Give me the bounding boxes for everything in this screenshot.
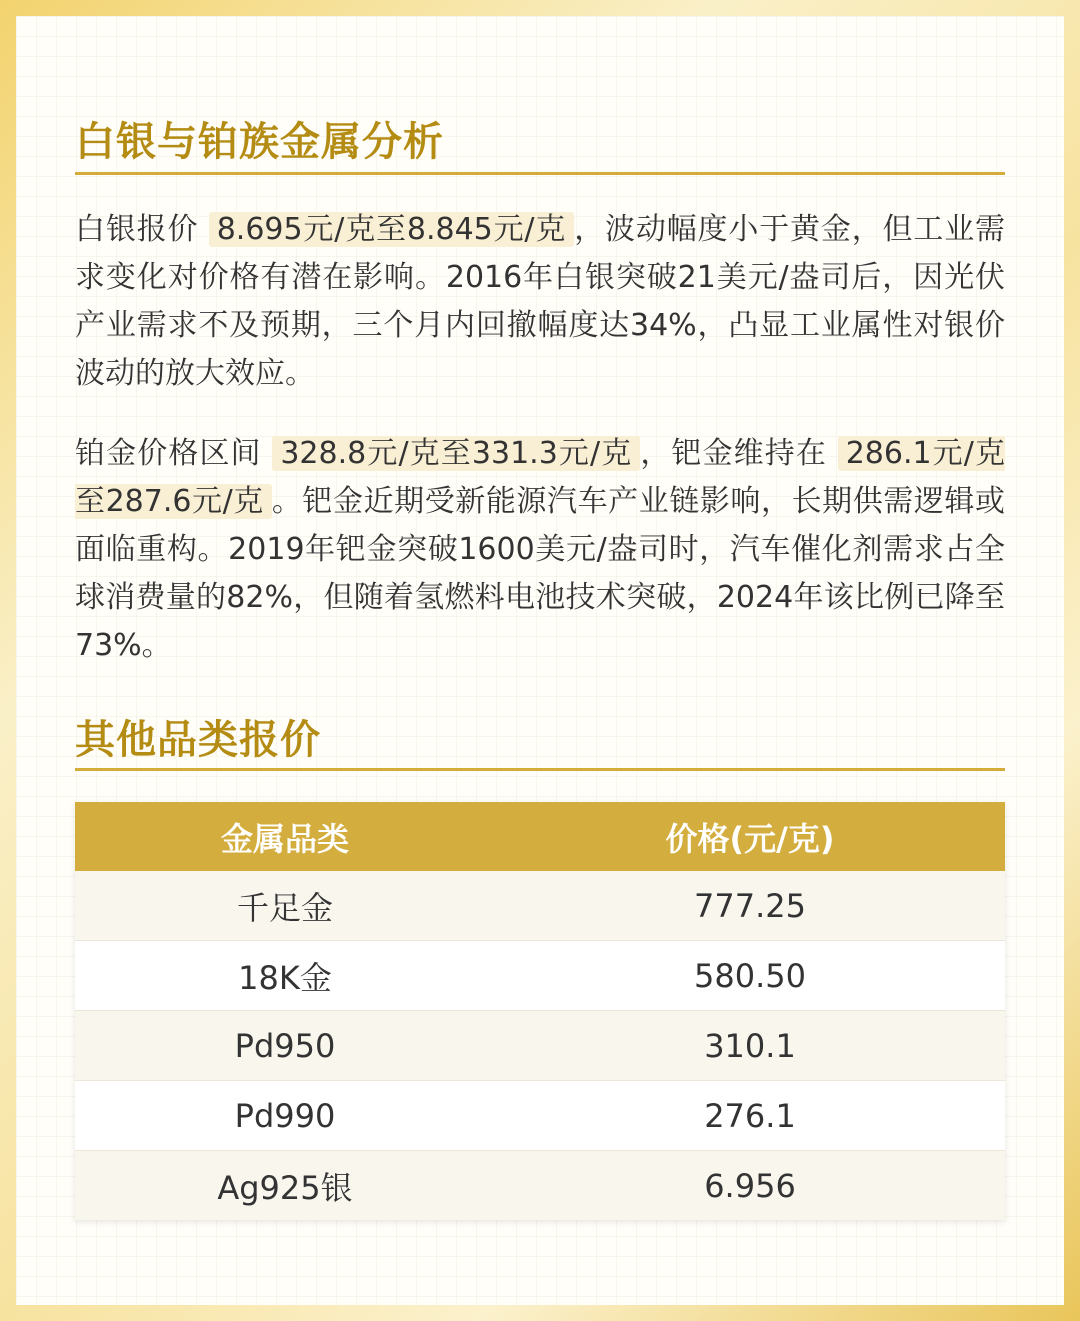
section-title-other-categories: 其他品类报价 [75, 717, 321, 763]
price-table [75, 802, 1005, 1220]
price-cell: 580.50 [495, 941, 1005, 1011]
silver-paragraph [75, 206, 1005, 398]
category-cell: Pd950 [75, 1011, 495, 1081]
category-cell: Pd990 [75, 1081, 495, 1151]
category-cell: 千足金 [75, 871, 495, 941]
column-header-category: 金属品类 [75, 802, 495, 871]
price-cell: 777.25 [495, 871, 1005, 941]
platinum-text-post: 。钯金近期受新能源汽车产业链影响，长期供需逻辑或面临重构。2019年钯金突破1600美元/盎司时，汽车催化剂需求占全球消费量的82%，但随着氢燃料电池技术突破，2024年该比例已降至73%。 [75, 484, 1006, 663]
category-cell: Ag925银 [75, 1151, 495, 1221]
platinum-price-highlight: 328.8元/克至331.3元/克 [272, 436, 640, 471]
platinum-text-pre: 铂金价格区间 [75, 436, 262, 471]
silver-text-pre: 白银报价 [75, 212, 199, 247]
palladium-price-highlight: 286.1元/克至287.6元/克 [75, 436, 1006, 519]
price-cell: 310.1 [495, 1011, 1005, 1081]
table-header-row [75, 802, 1005, 871]
price-cell: 6.956 [495, 1151, 1005, 1221]
table-row [75, 871, 1005, 941]
category-cell: 18K金 [75, 941, 495, 1011]
silver-price-highlight: 8.695元/克至8.845元/克 [209, 212, 574, 247]
table-row [75, 1011, 1005, 1081]
table-row [75, 941, 1005, 1011]
table-row [75, 1151, 1005, 1221]
platinum-paragraph [75, 430, 1005, 670]
silver-text-post: ，波动幅度小于黄金，但工业需求变化对价格有潜在影响。2016年白银突破21美元/盎司后，因光伏产业需求不及预期，三个月内回撤幅度达34%，凸显工业属性对银价波动的放大效应。 [75, 212, 1006, 391]
section-divider [75, 768, 1005, 771]
section-title-silver-platinum: 白银与铂族金属分析 [75, 119, 444, 165]
platinum-text-mid: ，钯金维持在 [640, 436, 828, 471]
column-header-price: 价格(元/克) [495, 802, 1005, 871]
price-cell: 276.1 [495, 1081, 1005, 1151]
section-divider [75, 172, 1005, 175]
table-row [75, 1081, 1005, 1151]
